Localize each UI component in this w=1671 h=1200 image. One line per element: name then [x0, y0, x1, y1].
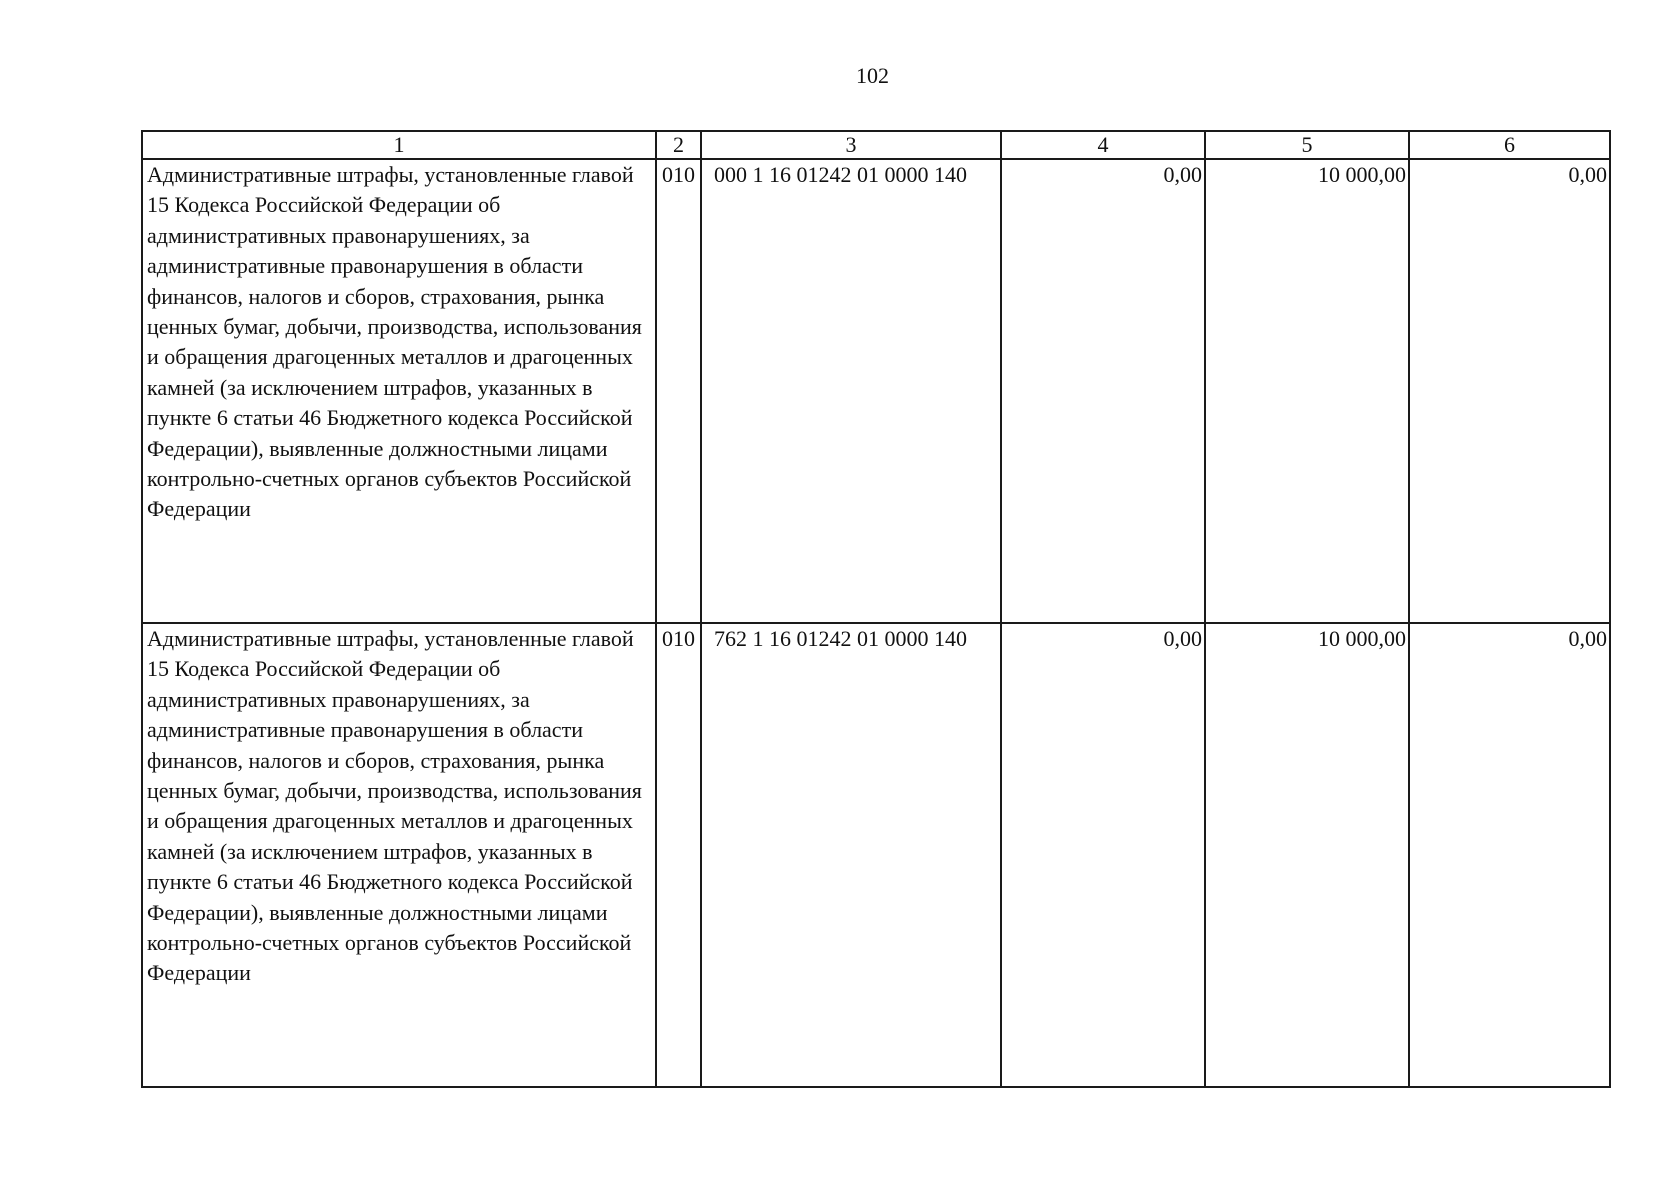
header-col-5: 5	[1205, 131, 1409, 159]
header-col-4: 4	[1001, 131, 1205, 159]
table-header	[142, 131, 1610, 159]
row-budget-code: 000 1 16 01242 01 0000 140	[701, 159, 1001, 623]
table-row	[142, 623, 1610, 1087]
header-col-1: 1	[142, 131, 656, 159]
header-col-6: 6	[1409, 131, 1610, 159]
table-body	[142, 159, 1610, 1087]
page-number: 102	[856, 63, 889, 88]
row-value-col5: 10 000,00	[1205, 623, 1409, 1087]
row-value-col6: 0,00	[1409, 159, 1610, 623]
header-col-2: 2	[656, 131, 701, 159]
budget-table	[141, 130, 1611, 1088]
header-col-3: 3	[701, 131, 1001, 159]
row-description: Административные штрафы, установленные главой 15 Кодекса Российской Федерации об административных правонарушениях, за административные правонарушения в области финансов, налогов и сборов, страхования, рынка ценных бумаг, добычи, производства, использования и обращения драгоценных металлов и драгоценных камней (за исключением штрафов, указанных в пункте 6 статьи 46 Бюджетного кодекса Российской Федерации), выявленные должностными лицами контрольно-счетных органов субъектов Российской Федерации	[142, 623, 656, 1087]
row-value-col5: 10 000,00	[1205, 159, 1409, 623]
row-line-code: 010	[656, 159, 701, 623]
row-value-col4: 0,00	[1001, 623, 1205, 1087]
row-value-col6: 0,00	[1409, 623, 1610, 1087]
row-budget-code: 762 1 16 01242 01 0000 140	[701, 623, 1001, 1087]
row-description: Административные штрафы, установленные главой 15 Кодекса Российской Федерации об административных правонарушениях, за административные правонарушения в области финансов, налогов и сборов, страхования, рынка ценных бумаг, добычи, производства, использования и обращения драгоценных металлов и драгоценных камней (за исключением штрафов, указанных в пункте 6 статьи 46 Бюджетного кодекса Российской Федерации), выявленные должностными лицами контрольно-счетных органов субъектов Российской Федерации	[142, 159, 656, 623]
row-line-code: 010	[656, 623, 701, 1087]
header-row	[142, 131, 1610, 159]
table-row	[142, 159, 1610, 623]
row-value-col4: 0,00	[1001, 159, 1205, 623]
